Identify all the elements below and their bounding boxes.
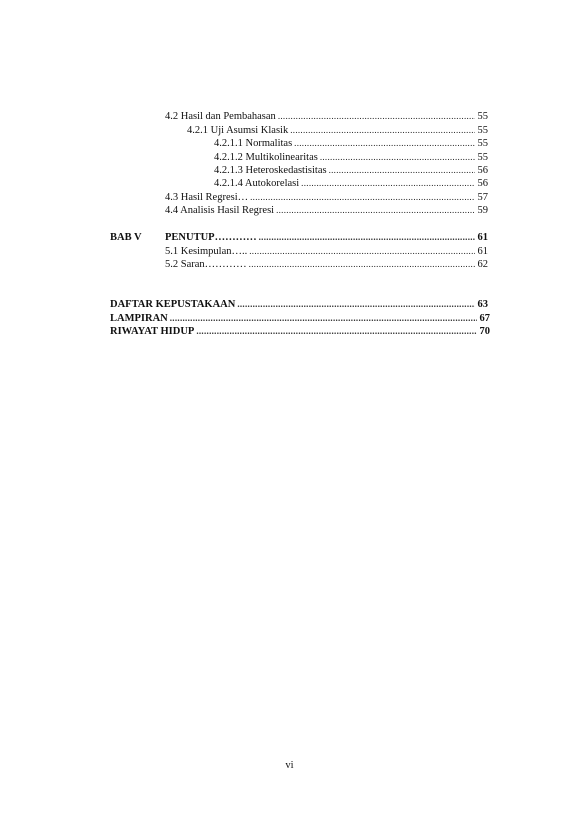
toc-entry-label: 4.2 Hasil dan Pembahasan [165, 111, 276, 122]
toc-entry-page: 56 [477, 165, 488, 176]
toc-entry-page: 61 [477, 246, 488, 257]
dot-leader [170, 312, 477, 325]
dot-leader [290, 124, 474, 137]
toc-entry-label: 4.4 Analisis Hasil Regresi [165, 205, 275, 216]
toc-entry-label: RIWAYAT HIDUP [110, 326, 195, 337]
toc-entry-4-2 [165, 110, 488, 123]
toc-entry-page: 63 [477, 299, 488, 310]
toc-entry-4-4 [165, 204, 488, 217]
toc-chapter-title [165, 231, 488, 244]
toc-entry-page: 55 [477, 138, 488, 149]
toc-entry-page: 55 [477, 111, 488, 122]
dot-leader [259, 231, 475, 244]
toc-entry-4-2-1-4 [214, 177, 488, 190]
toc-entry-4-2-1-2 [214, 151, 488, 164]
dot-leader [329, 164, 475, 177]
toc-entry-label: 4.3 Hasil Regresi… [165, 192, 249, 203]
chapter-label: BAB V [110, 232, 142, 243]
toc-entry-4-3 [165, 191, 488, 204]
toc-entry-label: 5.1 Kesimpulan….. [165, 246, 248, 257]
toc-entry-label: PENUTUP………… [165, 232, 257, 243]
dot-leader [301, 177, 474, 190]
toc-entry-page: 70 [479, 326, 490, 337]
toc-entry-4-2-1-1 [214, 137, 488, 150]
toc-entry-lampiran [110, 312, 490, 325]
toc-entry-page: 57 [477, 192, 488, 203]
dot-leader [278, 110, 475, 123]
toc-entry-page: 59 [477, 205, 488, 216]
toc-entry-page: 67 [479, 313, 490, 324]
toc-entry-page: 55 [477, 125, 488, 136]
dot-leader [237, 298, 474, 311]
toc-entry-5-1 [165, 245, 488, 258]
toc-entry-page: 56 [477, 178, 488, 189]
dot-leader [294, 137, 474, 150]
toc-entry-label: LAMPIRAN [110, 313, 168, 324]
toc-entry-label: 4.2.1.4 Autokorelasi [214, 178, 300, 189]
toc-entry-daftar-kepustakaan [110, 298, 488, 311]
toc-entry-riwayat-hidup [110, 325, 490, 338]
toc-entry-label: 5.2 Saran………… [165, 259, 247, 270]
dot-leader [249, 258, 475, 271]
toc-entry-4-2-1-3 [214, 164, 488, 177]
dot-leader [196, 325, 476, 338]
toc-entry-page: 55 [477, 152, 488, 163]
toc-entry-page: 62 [477, 259, 488, 270]
dot-leader [320, 151, 475, 164]
dot-leader [250, 191, 474, 204]
toc-entry-label: 4.2.1 Uji Asumsi Klasik [187, 125, 289, 136]
toc-entry-label: 4.2.1.3 Heteroskedastisitas [214, 165, 327, 176]
dot-leader [249, 245, 474, 258]
dot-leader [276, 204, 474, 217]
toc-entry-4-2-1 [187, 124, 488, 137]
page-number: vi [285, 760, 294, 771]
toc-entry-label: 4.2.1.2 Multikolinearitas [214, 152, 318, 163]
toc-entry-page: 61 [477, 232, 488, 243]
toc-entry-5-2 [165, 258, 488, 271]
toc-entry-label: DAFTAR KEPUSTAKAAN [110, 299, 236, 310]
toc-entry-label: 4.2.1.1 Normalitas [214, 138, 293, 149]
